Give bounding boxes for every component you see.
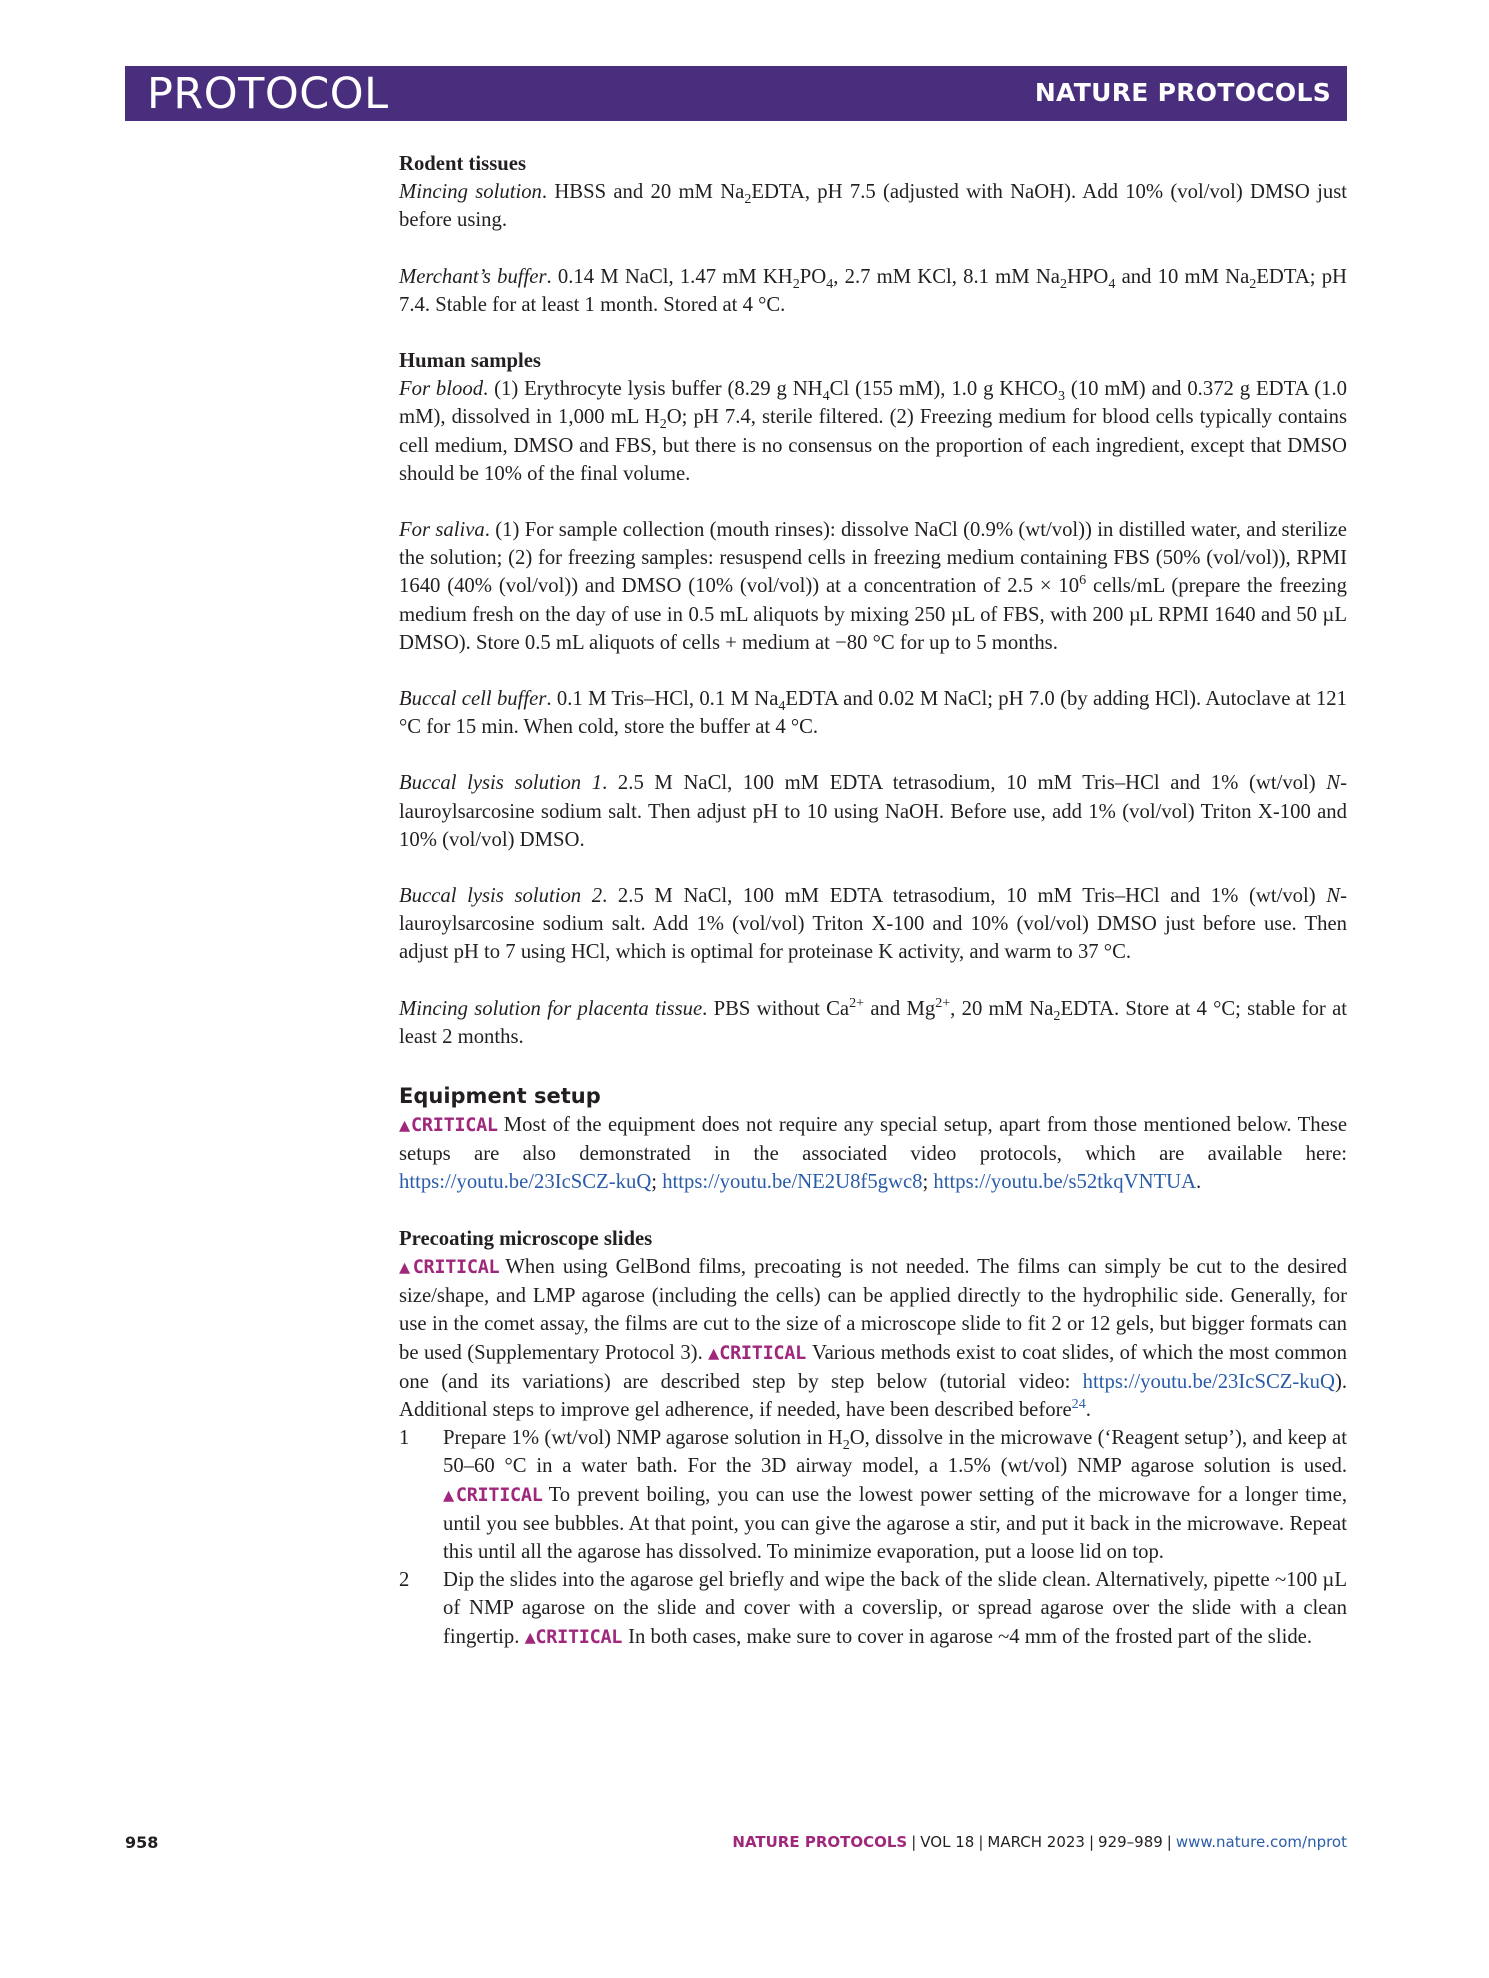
article-body xyxy=(399,150,1347,1652)
critical-label: ▲CRITICAL xyxy=(399,1115,498,1137)
equipment-setup-heading: Equipment setup xyxy=(399,1084,601,1109)
critical-label: ▲CRITICAL xyxy=(524,1626,623,1648)
step-text: Prepare 1% (wt/vol) NMP agarose solution in $H_2O$, dissolve in the microwave (‘Reagent setup’), and keep at 50–60 °C in a water bath. For the 3D airway model, a 1.5% (wt/vol) NMP agarose solution is used. ▲CRITICAL To prevent boiling, you can use the lowest power setting of the microwave for a longer time, until you see bubbles. At that point, you can give the agarose a stir, and put it back in the microwave. Repeat this until all the agarose has dissolved. To minimize evaporation, put a loose lid on top. xyxy=(443,1427,1348,1563)
human-samples-heading: Human samples xyxy=(399,350,541,373)
critical-label: ▲CRITICAL xyxy=(399,1256,500,1278)
procedure-steps xyxy=(399,1424,1347,1652)
footer-date: MARCH 2023 xyxy=(987,1833,1085,1851)
buccal-buffer-paragraph: Buccal cell buffer. 0.1 M Tris–HCl, 0.1 M $Na_4EDTA$ and 0.02 M NaCl; pH 7.0 (by adding HCl). Autoclave at 121 °C for 15 min. When cold, store the buffer at 4 °C. xyxy=(399,688,1347,739)
footer-volume: VOL 18 xyxy=(920,1833,975,1851)
footer-pages: 929–989 xyxy=(1098,1833,1163,1851)
video-link-3[interactable]: https://youtu.be/s52tkqVNTUA xyxy=(933,1171,1197,1194)
step-number: 1 xyxy=(399,1427,410,1450)
term-label: For saliva xyxy=(399,519,485,542)
video-link-2[interactable]: https://youtu.be/NE2U8f5gwc8 xyxy=(662,1171,923,1194)
video-link-1[interactable]: https://youtu.be/23IcSCZ-kuQ xyxy=(399,1171,652,1194)
rodent-heading: Rodent tissues xyxy=(399,153,527,175)
lysis-solution-1-paragraph: Buccal lysis solution 1. 2.5 M NaCl, 100 mM EDTA tetrasodium, 10 mM Tris–HCl and 1% (wt/vol) N-lauroylsarcosine sodium salt. Then adjust pH to 10 using NaOH. Before use, add 1% (vol/vol) Triton X-100 and 10% (vol/vol) DMSO. xyxy=(399,772,1347,851)
mincing-solution-paragraph: Mincing solution. HBSS and 20 mM $Na_2EDTA$, pH 7.5 (adjusted with NaOH). Add 10% (vol/vol) DMSO just before using. xyxy=(399,181,1347,232)
critical-label: ▲CRITICAL xyxy=(708,1342,806,1364)
term-label: Buccal lysis solution 2 xyxy=(399,885,603,908)
placenta-paragraph: Mincing solution for placenta tissue. PBS without $Ca^{2+}$ and $Mg^{2+}$, 20 mM $Na_2EDTA$. Store at 4 °C; stable for at least 2 months. xyxy=(399,994,1347,1048)
section-label: PROTOCOL xyxy=(147,69,389,119)
header-banner xyxy=(125,66,1347,121)
equipment-paragraph: ▲CRITICAL Most of the equipment does not require any special setup, apart from those mentioned below. These setups are also demonstrated in the associated video protocols, which are available here: https://youtu.be/23IcSCZ-kuQ; https://youtu.be/NE2U8f5gwc8; https://youtu.be/s52tkqVNTUA. xyxy=(399,1114,1348,1194)
saliva-paragraph: For saliva. (1) For sample collection (mouth rinses): dissolve NaCl (0.9% (wt/vol)) in distilled water, and sterilize the solution; (2) for freezing samples: resuspend cells in freezing medium containing FBS (50% (vol/vol)), RPMI 1640 (40% (vol/vol)) and DMSO (10% (vol/vol)) at a concentration of $2.5 \times 10^6$ cells/mL (prepare the freezing medium fresh on the day of use in 0.5 mL aliquots by mixing 250 µL of FBS, with 200 µL RPMI 1640 and 50 µL DMSO). Store 0.5 mL aliquots of cells + medium at −80 °C for up to 5 months. xyxy=(399,519,1347,654)
footer-citation: NATURE PROTOCOLS | VOL 18 | MARCH 2023 | 929–989 | www.nature.com/nprot xyxy=(732,1833,1347,1851)
term-label: Buccal cell buffer xyxy=(399,688,547,711)
footer-journal: NATURE PROTOCOLS xyxy=(732,1833,908,1851)
page-number: 958 xyxy=(125,1833,159,1852)
step-1 xyxy=(399,1424,1347,1566)
precoating-paragraph: ▲CRITICAL When using GelBond films, precoating is not needed. The films can simply be cut to the desired size/shape, and LMP agarose (including the cells) can be applied directly to the hydrophilic side. Generally, for use in the comet assay, the films are cut to the size of a microscope slide to fit 2 or 12 gels, but bigger formats can be used (Supplementary Protocol 3). ▲CRITICAL Various methods exist to coat slides, of which the most common one (and its variations) are described step by step below (tutorial video: https://youtu.be/23IcSCZ-kuQ). Additional steps to improve gel adherence, if needed, have been described before$^{24}$. xyxy=(399,1255,1347,1421)
term-label: Mincing solution for placenta tissue xyxy=(399,997,703,1020)
tutorial-video-link[interactable]: https://youtu.be/23IcSCZ-kuQ xyxy=(1082,1370,1335,1393)
lysis-solution-2-paragraph: Buccal lysis solution 2. 2.5 M NaCl, 100 mM EDTA tetrasodium, 10 mM Tris–HCl and 1% (wt/vol) N-lauroylsarcosine sodium salt. Add 1% (vol/vol) Triton X-100 and 10% (vol/vol) DMSO just before use. Then adjust pH to 7 using HCl, which is optimal for proteinase K activity, and warm to 37 °C. xyxy=(399,885,1347,964)
precoating-heading: Precoating microscope slides xyxy=(399,1227,653,1250)
term-label: Merchant’s buffer xyxy=(399,265,547,288)
step-number: 2 xyxy=(399,1569,410,1592)
critical-label: ▲CRITICAL xyxy=(443,1484,543,1506)
blood-paragraph: For blood. (1) Erythrocyte lysis buffer (8.29 g $NH_4Cl$ (155 mM), 1.0 g $KHCO_3$ (10 mM) and 0.372 g EDTA (1.0 mM), dissolved in 1,000 mL $H_2O$; pH 7.4, sterile filtered. (2) Freezing medium for blood cells typically contains cell medium, DMSO and FBS, but there is no consensus on the proportion of each ingredient, except that DMSO should be 10% of the final volume. xyxy=(399,378,1347,485)
step-2 xyxy=(399,1566,1347,1652)
term-label: Mincing solution xyxy=(399,181,542,204)
term-label: For blood xyxy=(399,378,484,401)
footer-url-link[interactable]: www.nature.com/nprot xyxy=(1175,1833,1347,1851)
merchants-buffer-paragraph: Merchant’s buffer. 0.14 M NaCl, 1.47 mM $KH_2PO_4$, 2.7 mM KCl, 8.1 mM $Na_2HPO_4$ and 10 mM $Na_2EDTA$; pH 7.4. Stable for at least 1 month. Stored at 4 °C. xyxy=(399,265,1347,316)
step-text: Dip the slides into the agarose gel briefly and wipe the back of the slide clean. Alternatively, pipette ~100 µL of NMP agarose on the slide and cover with a coverslip, or spread agarose over the slide with a clean fingertip. ▲CRITICAL In both cases, make sure to cover in agarose ~4 mm of the frosted part of the slide. xyxy=(443,1569,1347,1648)
reference-24[interactable]: 24 xyxy=(1071,1396,1086,1413)
journal-name: NATURE PROTOCOLS xyxy=(1034,78,1331,107)
term-label: Buccal lysis solution 1 xyxy=(399,772,603,795)
